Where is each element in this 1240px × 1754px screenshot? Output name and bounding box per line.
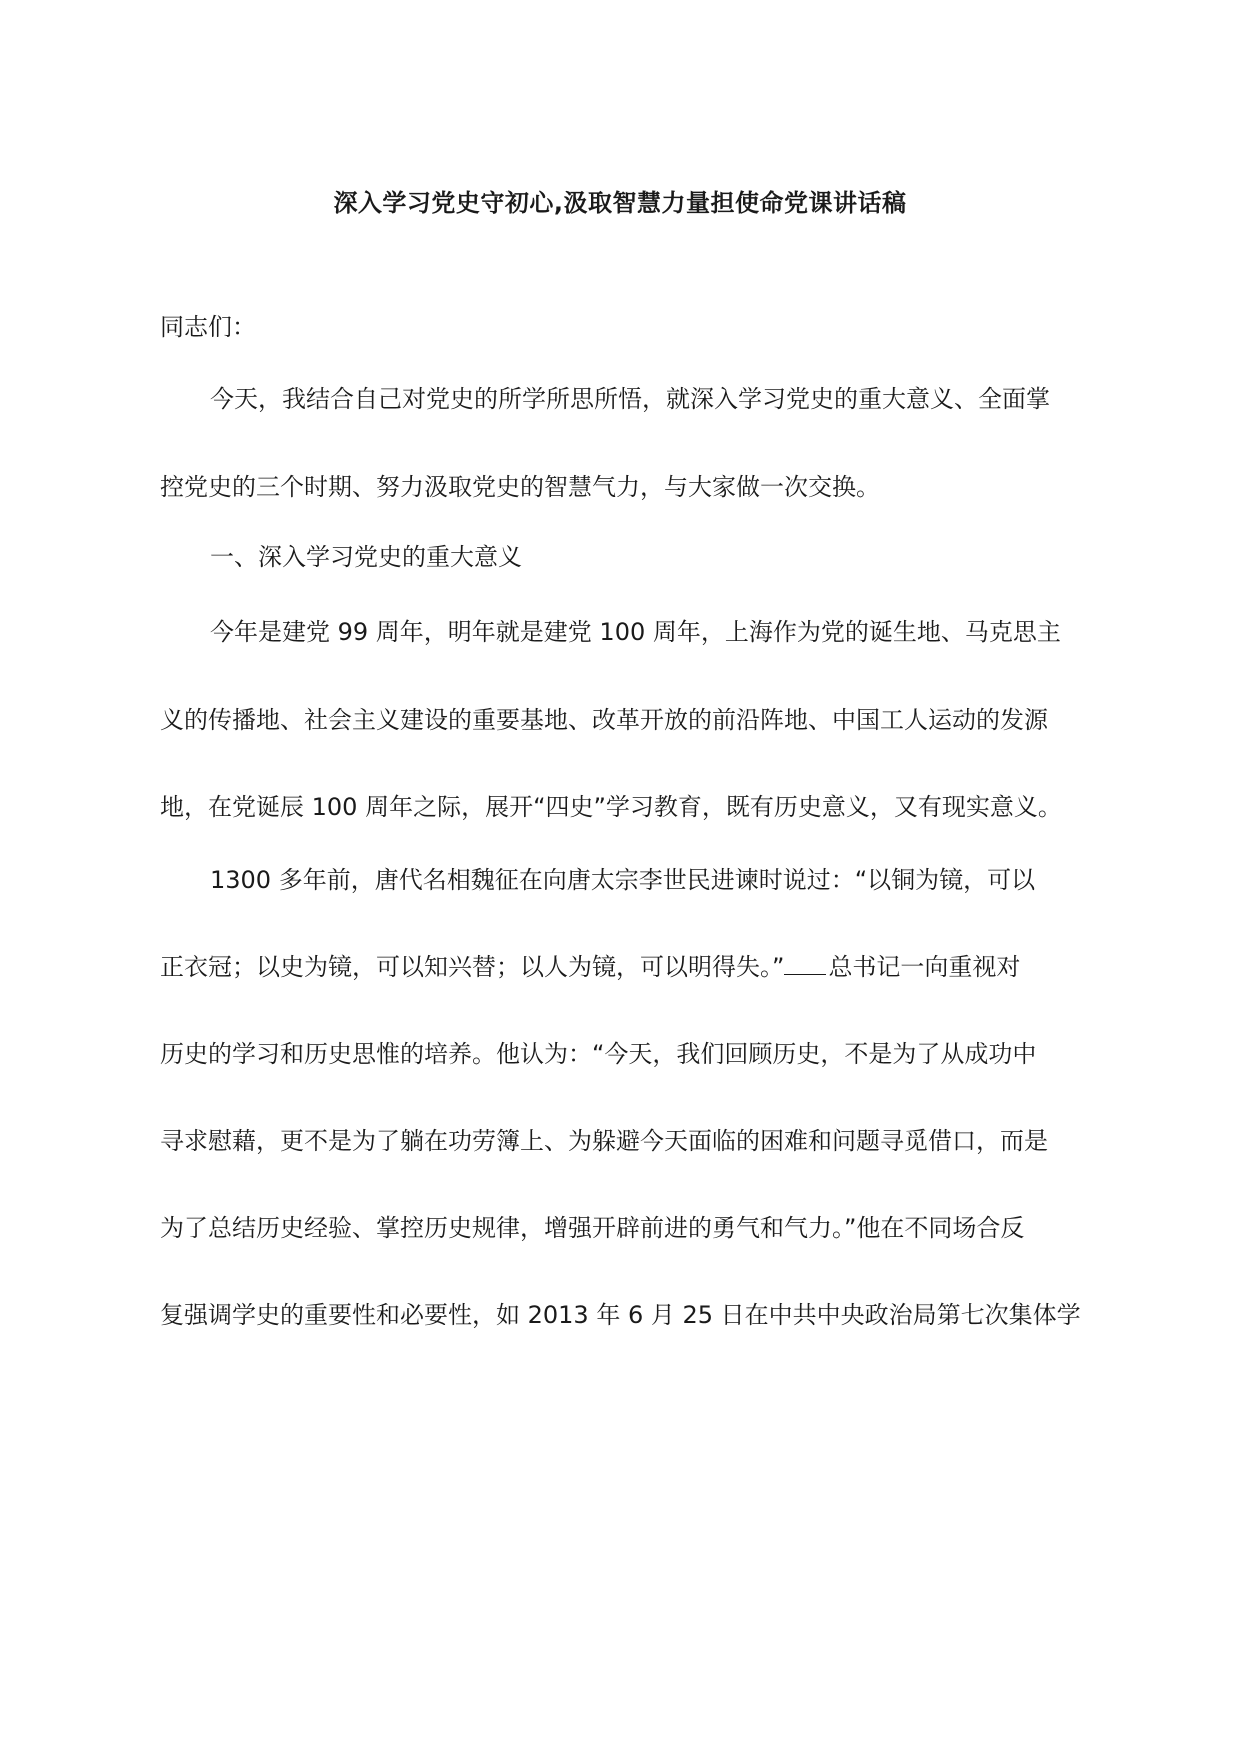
document-title: 深入学习党史守初心,汲取智慧力量担使命党课讲话稿 xyxy=(333,189,907,217)
line-text: 总书记一向重视对 xyxy=(828,953,1021,981)
paragraph-line: 今天，我结合自己对党史的所学所思所悟，就深入学习党史的重大意义、全面掌 xyxy=(210,385,1050,413)
paragraph-line: 复强调学史的重要性和必要性，如 2013 年 6 月 25 日在中共中央政治局第七次集体学 xyxy=(160,1301,1081,1329)
paragraph-line: 1300 多年前，唐代名相魏征在向唐太宗李世民进谏时说过：“以铜为镜，可以 xyxy=(210,866,1036,894)
paragraph-line: 历史的学习和历史思惟的培养。他认为：“今天，我们回顾历史，不是为了从成功中 xyxy=(160,1040,1037,1068)
greeting: 同志们： xyxy=(160,313,256,341)
blank-underline xyxy=(784,952,826,975)
paragraph-line: 今年是建党 99 周年，明年就是建党 100 周年，上海作为党的诞生地、马克思主 xyxy=(210,618,1061,646)
paragraph-line: 控党史的三个时期、努力汲取党史的智慧气力，与大家做一次交换。 xyxy=(160,473,880,501)
paragraph-line: 地，在党诞辰 100 周年之际，展开“四史”学习教育，既有历史意义，又有现实意义。 xyxy=(160,793,1062,821)
line-text: 正衣冠；以史为镜，可以知兴替；以人为镜，可以明得失。” xyxy=(160,953,785,981)
paragraph-line: 义的传播地、社会主义建设的重要基地、改革开放的前沿阵地、中国工人运动的发源 xyxy=(160,706,1048,734)
paragraph-line-with-blank xyxy=(160,950,1020,984)
section-heading: 一、深入学习党史的重大意义 xyxy=(210,543,522,571)
paragraph-line: 寻求慰藉，更不是为了躺在功劳簿上、为躲避今天面临的困难和问题寻觅借口，而是 xyxy=(160,1127,1048,1155)
paragraph-line: 为了总结历史经验、掌控历史规律，增强开辟前进的勇气和气力。”他在不同场合反 xyxy=(160,1214,1025,1242)
